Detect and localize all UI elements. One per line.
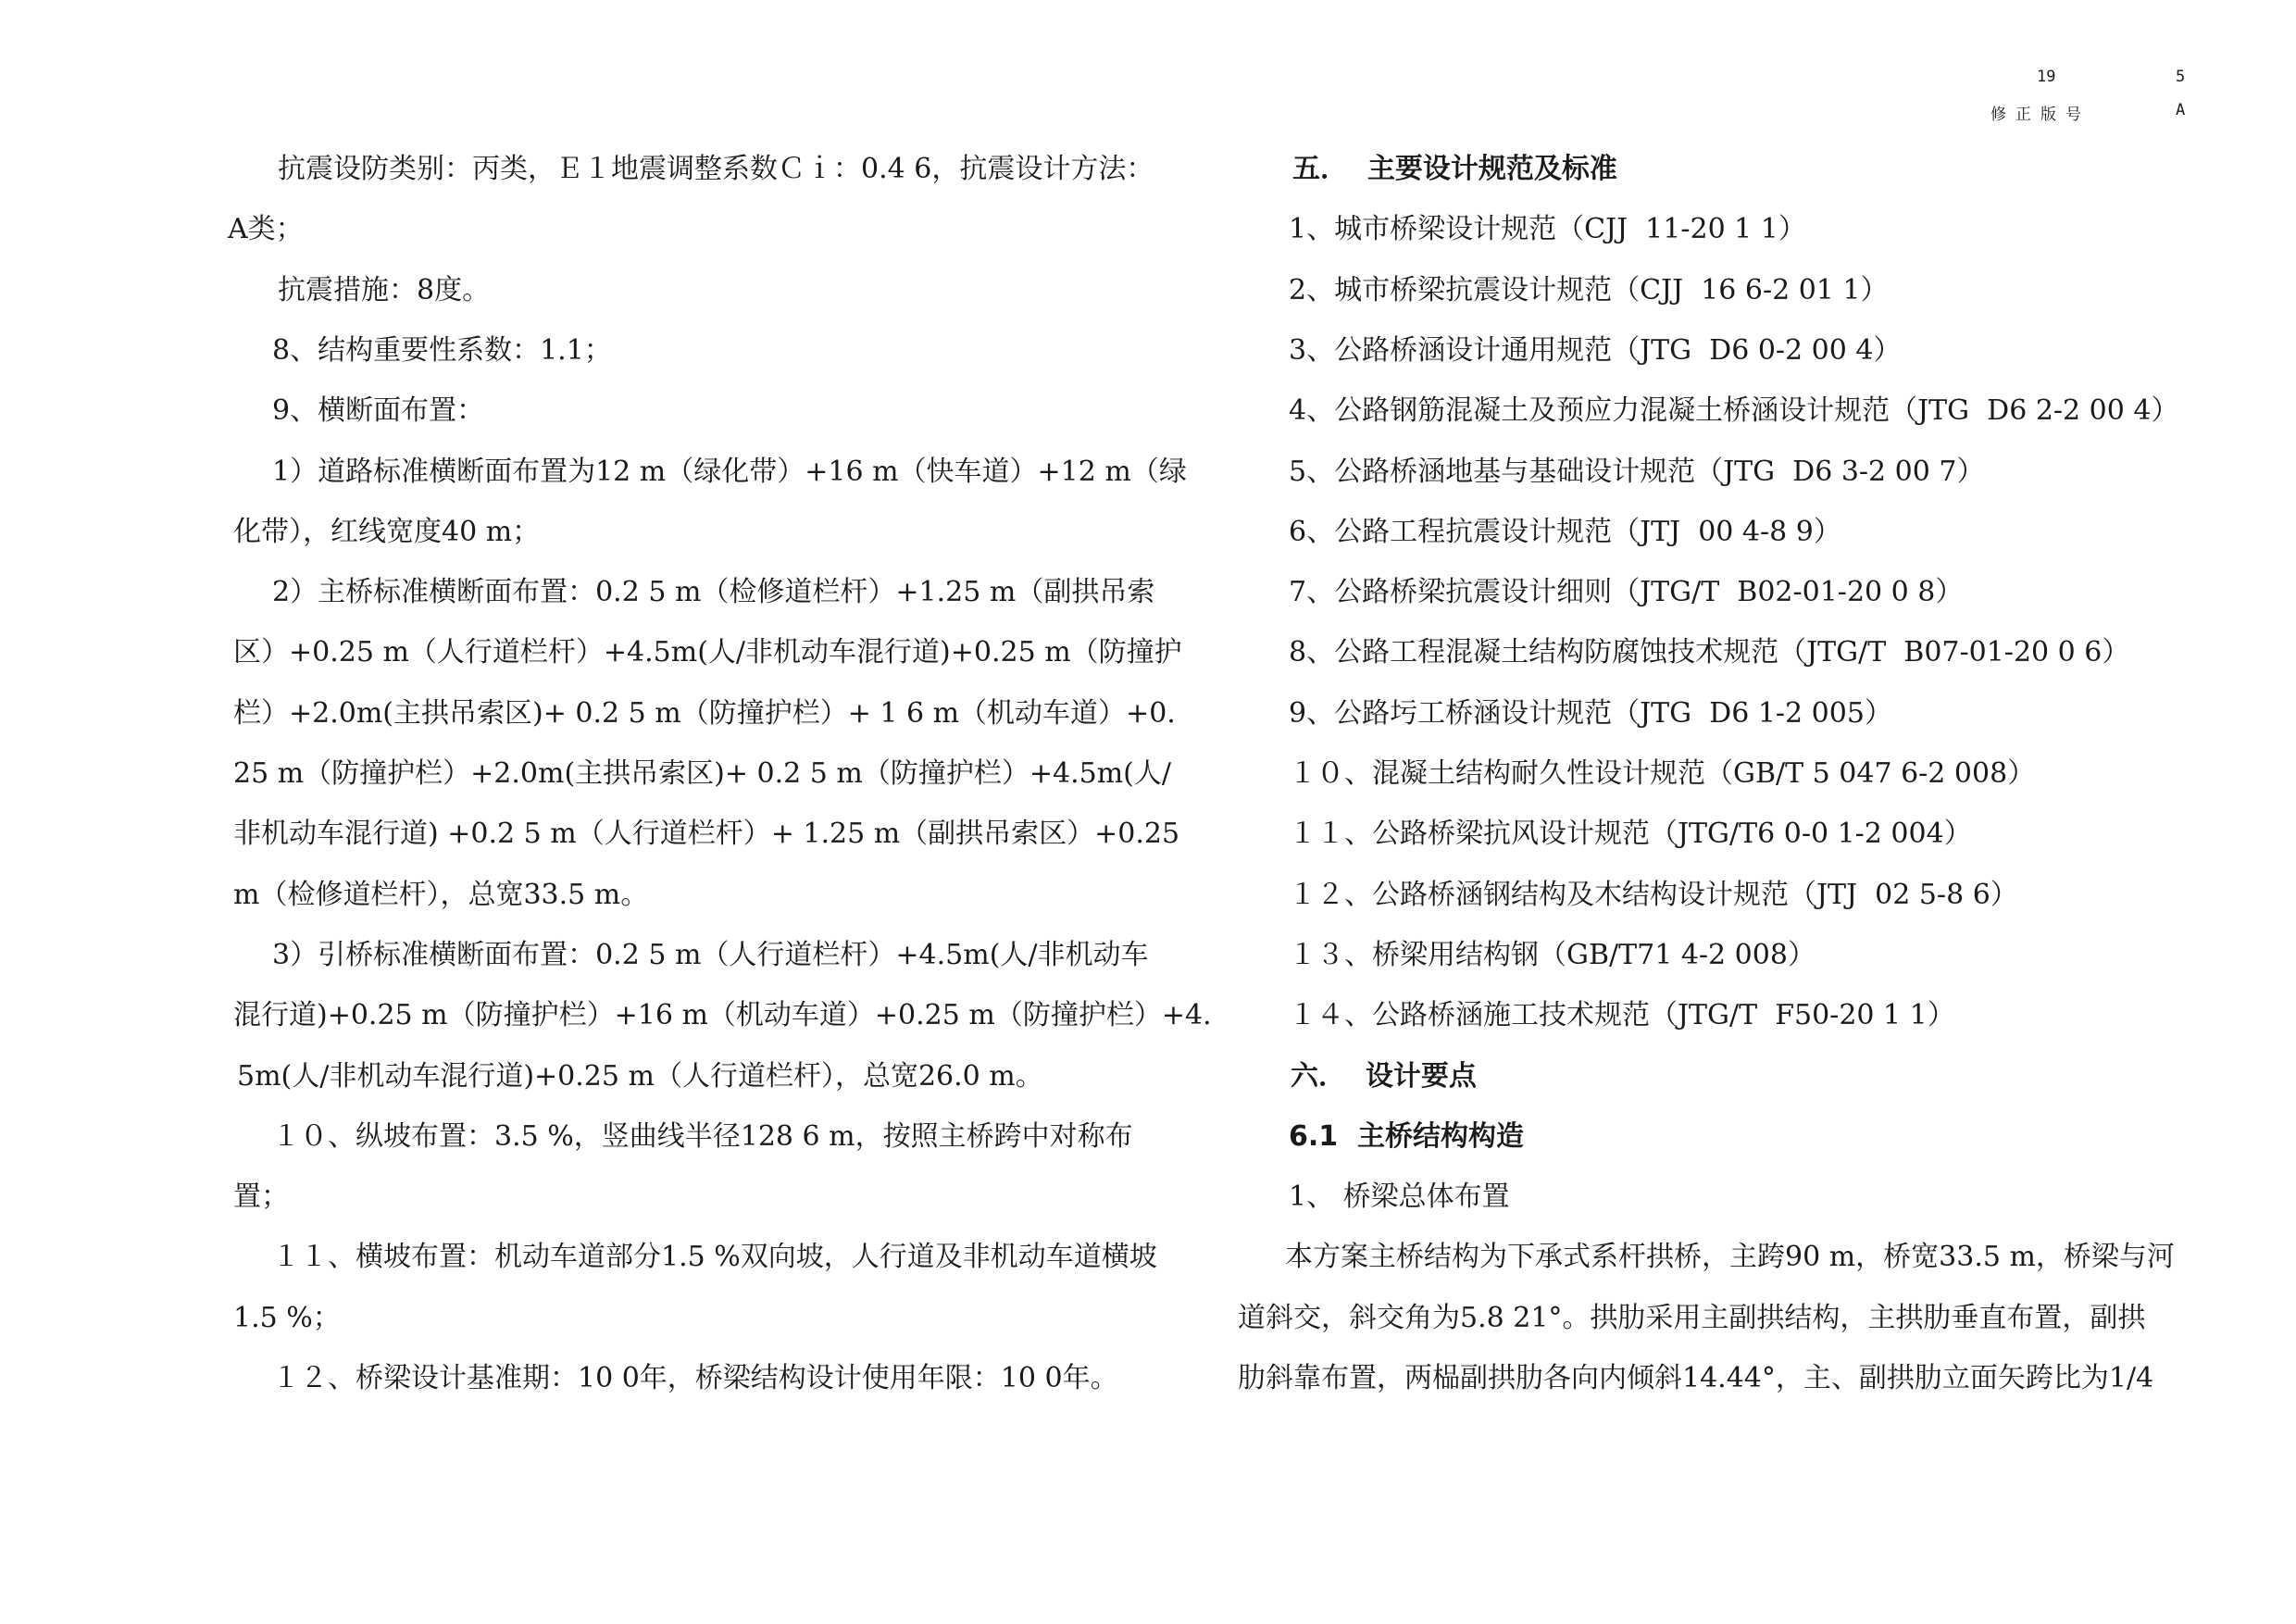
right-text-line: 1、城市桥梁设计规范（CJJ 11-20 1 1） (1289, 213, 1806, 246)
left-text-line: １２、桥梁设计基准期：10 0年，桥梁结构设计使用年限：10 0年。 (272, 1362, 1118, 1394)
sheet-number: 19 (2037, 68, 2056, 86)
left-text-line: 9、横断面布置： (272, 394, 485, 428)
left-text-line: 置； (233, 1181, 289, 1214)
left-text-line: 8、结构重要性系数：1.1； (272, 333, 612, 367)
left-text-line: 非机动车混行道) +0.2 5 m（人行道栏杆）+ 1.25 m（副拱吊索区）+0.25 (233, 818, 1180, 851)
right-text-line: 道斜交，斜交角为5.8 21°。拱肋采用主副拱结构，主拱肋垂直布置，副拱 (1238, 1301, 2146, 1334)
right-text-line: １２、公路桥涵钢结构及木结构设计规范（JTJ 02 5-8 6） (1289, 878, 2018, 911)
left-text-line: A类； (228, 213, 304, 246)
right-text-line: 9、公路圬工桥涵设计规范（JTG D6 1-2 005） (1289, 696, 1892, 730)
revision-value: A (2176, 101, 2186, 119)
right-text-line: 8、公路工程混凝土结构防腐蚀技术规范（JTG/T B07-01-20 0 6） (1289, 636, 2130, 669)
left-text-line: 区）+0.25 m（人行道栏杆）+4.5m(人/非机动车混行道)+0.25 m（防撞护 (233, 636, 1182, 669)
right-text-line: １３、桥梁用结构钢（GB/T71 4-2 008） (1289, 938, 1816, 971)
right-text-line: 1、 桥梁总体布置 (1289, 1181, 1510, 1214)
left-text-line: 5m(人/非机动车混行道)+0.25 m（人行道栏杆），总宽26.0 m。 (237, 1059, 1043, 1093)
left-text-line: 栏）+2.0m(主拱吊索区)+ 0.2 5 m（防撞护栏）+ 1 6 m（机动车道）+0. (233, 696, 1176, 730)
left-text-line: １１、横坡布置：机动车道部分1.5 %双向坡，人行道及非机动车道横坡 (272, 1241, 1157, 1274)
left-text-line: 1）道路标准横断面布置为12 m（绿化带）+16 m（快车道）+12 m（绿 (272, 455, 1187, 488)
section-heading: 6.1 主桥结构构造 (1289, 1119, 1525, 1153)
left-text-line: 3）引桥标准横断面布置：0.2 5 m（人行道栏杆）+4.5m(人/非机动车 (272, 938, 1149, 971)
right-text-line: 肋斜靠布置，两榀副拱肋各向内倾斜14.44°，主、副拱肋立面矢跨比为1/4 (1238, 1362, 2154, 1394)
right-text-line: 5、公路桥涵地基与基础设计规范（JTG D6 3-2 00 7） (1289, 455, 1985, 488)
right-text-line: 2、城市桥梁抗震设计规范（CJJ 16 6-2 01 1） (1289, 273, 1889, 306)
left-text-line: 抗震设防类别：丙类，Ｅ１地震调整系数Ｃｉ：0.4 6，抗震设计方法： (278, 153, 1154, 185)
left-text-line: 化带），红线宽度40 m； (233, 515, 541, 548)
right-text-line: 4、公路钢筋混凝土及预应力混凝土桥涵设计规范（JTG D6 2-2 00 4） (1289, 394, 2179, 428)
left-text-line: 25 m（防撞护栏）+2.0m(主拱吊索区)+ 0.2 5 m（防撞护栏）+4.5m(人/ (233, 757, 1171, 790)
right-text-line: １１、公路桥梁抗风设计规范（JTG/T6 0-0 1-2 004） (1289, 818, 1972, 851)
sheet-total: 5 (2176, 68, 2186, 86)
left-text-line: １０、纵坡布置：3.5 %，竖曲线半径128 6 m，按照主桥跨中对称布 (272, 1119, 1133, 1153)
right-text-line: 7、公路桥梁抗震设计细则（JTG/T B02-01-20 0 8） (1289, 576, 1964, 609)
section-heading: 六． 设计要点 (1291, 1059, 1477, 1093)
right-text-line: 6、公路工程抗震设计规范（JTJ 00 4-8 9） (1289, 515, 1841, 548)
left-text-line: 1.5 %； (233, 1301, 341, 1334)
section-heading: 五． 主要设计规范及标准 (1292, 153, 1617, 185)
left-text-line: 混行道)+0.25 m（防撞护栏）+16 m（机动车道）+0.25 m（防撞护栏）+4. (233, 999, 1212, 1032)
revision-label: 修正版号 (1990, 106, 2090, 124)
left-text-line: 抗震措施：8度。 (278, 273, 491, 306)
left-text-line: m（检修道栏杆），总宽33.5 m。 (233, 878, 649, 911)
right-text-line: １０、混凝土结构耐久性设计规范（GB/T 5 047 6-2 008） (1289, 757, 2036, 790)
right-text-line: １４、公路桥涵施工技术规范（JTG/T F50-20 1 1） (1289, 999, 1955, 1032)
right-text-line: 本方案主桥结构为下承式系杆拱桥，主跨90 m，桥宽33.5 m，桥梁与河 (1285, 1241, 2175, 1274)
right-text-line: 3、公路桥涵设计通用规范（JTG D6 0-2 00 4） (1289, 333, 1902, 367)
left-text-line: 2）主桥标准横断面布置：0.2 5 m（检修道栏杆）+1.25 m（副拱吊索 (272, 576, 1155, 609)
